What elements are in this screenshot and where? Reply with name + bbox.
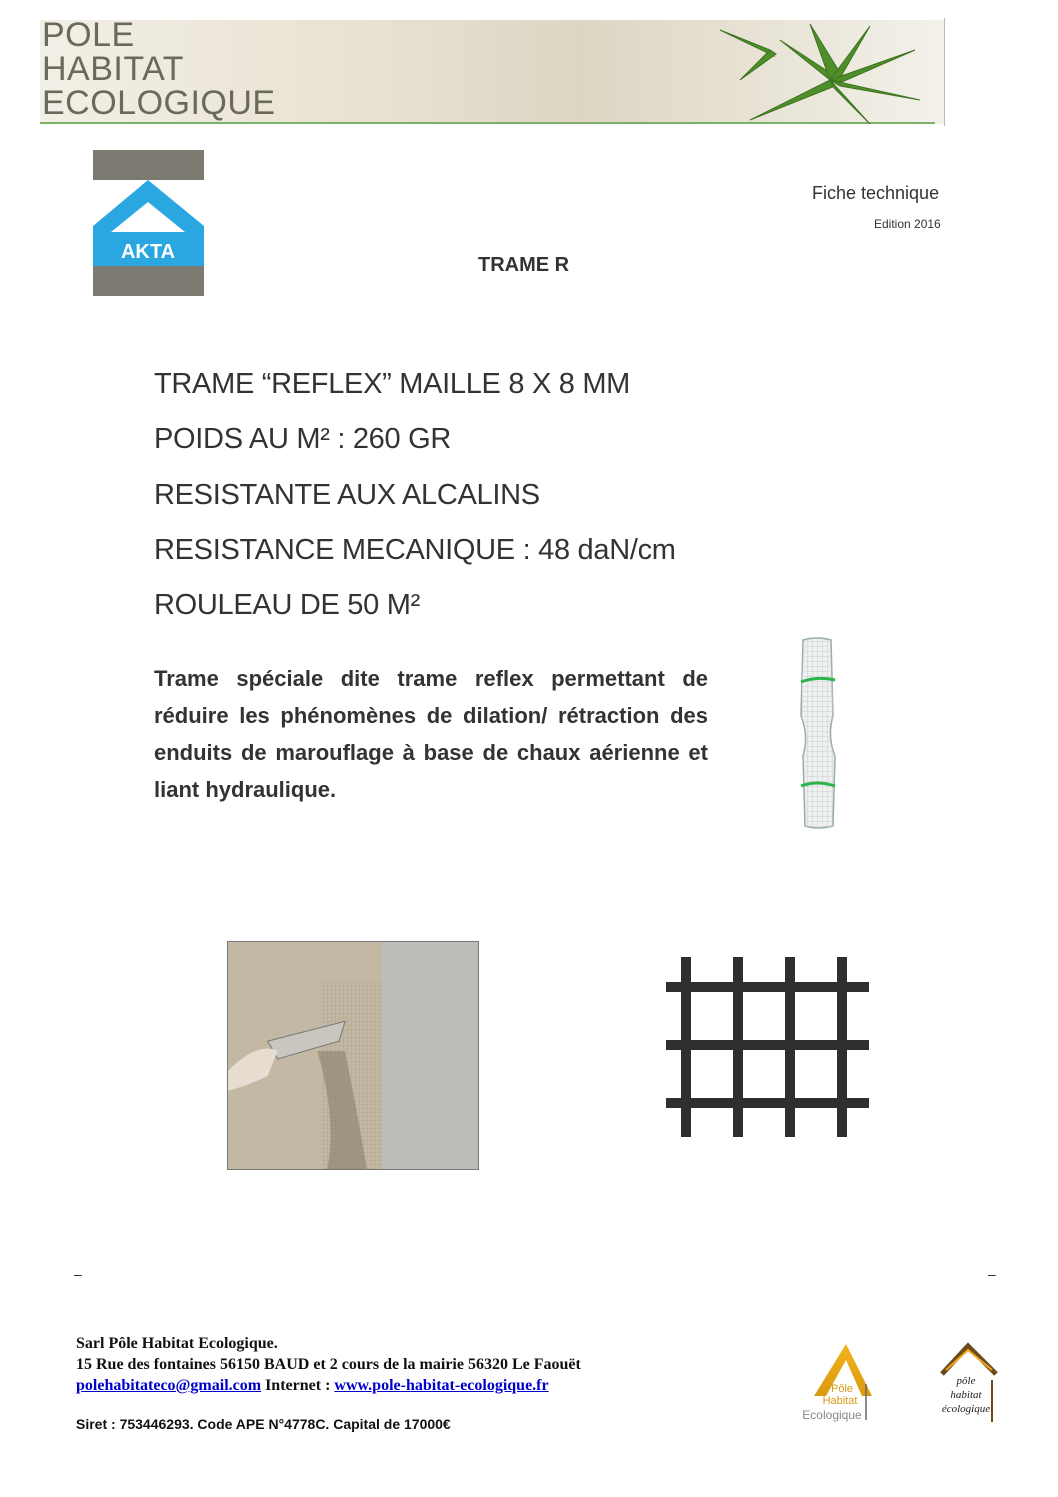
pole-habitat-handwritten-logo xyxy=(938,1340,998,1424)
akta-logo-label: AKTA xyxy=(120,241,176,263)
hemp-leaf-image xyxy=(710,20,940,124)
brand-logo-text xyxy=(42,18,276,120)
page-title: TRAME R xyxy=(478,254,570,276)
mesh-roll-image xyxy=(797,636,839,830)
spec-line: TRAME “REFLEX” MAILLE 8 X 8 MM xyxy=(154,368,631,400)
document-type: Fiche technique xyxy=(812,183,940,203)
footer-address: 15 Rue des fontaines 56150 BAUD et 2 cours de la mairie 56320 Le Faouët xyxy=(76,1356,581,1373)
internet-label: Internet : xyxy=(265,1377,331,1394)
spec-line: POIDS AU M² : 260 GR xyxy=(154,423,451,455)
footer-siret: Siret : 753446293. Code APE N°4778C. Capital de 17000€ xyxy=(76,1416,451,1432)
spec-line: RESISTANCE MECANIQUE : 48 daN/cm xyxy=(154,534,676,566)
logo-text: pôle xyxy=(956,1375,976,1387)
mesh-grid-image xyxy=(666,957,869,1137)
separator-mark: – xyxy=(988,1266,996,1282)
spec-line: RESISTANTE AUX ALCALINS xyxy=(154,479,540,511)
header-edge xyxy=(944,18,945,126)
email-link[interactable]: polehabitateco@gmail.com xyxy=(76,1377,262,1394)
brand-line: ECOLOGIQUE xyxy=(42,84,276,122)
logo-text: Ecologique xyxy=(802,1408,862,1422)
product-description: Trame spéciale dite trame reflex permettant de réduire les phénomènes de dilation/ rétraction des enduits de marouflage à base de chaux aérienne et liant hydraulique. xyxy=(154,666,708,802)
logo-text: habitat xyxy=(950,1389,982,1401)
footer-company: Sarl Pôle Habitat Ecologique. xyxy=(76,1335,278,1352)
brand-line: HABITAT xyxy=(42,50,185,88)
pole-habitat-logo xyxy=(800,1340,872,1424)
footer-contact xyxy=(76,1377,549,1395)
website-link[interactable]: www.pole-habitat-ecologique.fr xyxy=(334,1377,549,1394)
logo-text: Pôle xyxy=(830,1383,854,1395)
logo-text: écologique xyxy=(941,1403,991,1415)
edition-label: Edition 2016 xyxy=(874,217,941,231)
akta-logo xyxy=(93,150,204,296)
logo-text: Habitat xyxy=(822,1395,858,1407)
application-photo xyxy=(227,941,479,1170)
spec-line: ROULEAU DE 50 M² xyxy=(154,589,420,621)
brand-line: POLE xyxy=(42,16,135,54)
separator-mark: – xyxy=(74,1266,82,1282)
